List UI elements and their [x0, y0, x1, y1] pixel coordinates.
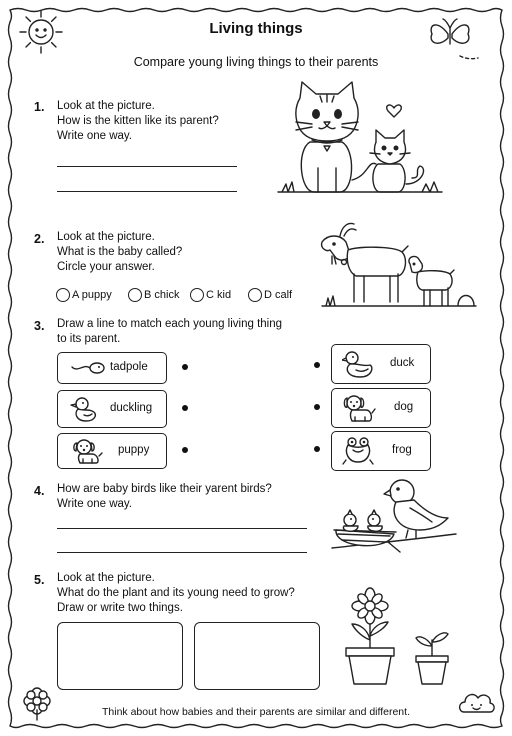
page-title: Living things — [209, 20, 303, 37]
dog-icon — [342, 393, 376, 423]
match-young-puppy[interactable] — [57, 433, 167, 469]
q4-number: 4. — [34, 484, 45, 498]
q4-answer-line-2[interactable] — [57, 552, 307, 553]
puppy-label: puppy — [118, 444, 150, 456]
q2-option-b[interactable]: B chick — [128, 288, 179, 302]
q2-text: Look at the picture. What is the baby called? Circle your answer. — [57, 231, 183, 273]
match-dot-young-3[interactable] — [182, 447, 188, 453]
q4-answer-line-1[interactable] — [57, 528, 307, 529]
match-dot-parent-1[interactable] — [314, 362, 320, 368]
match-dot-parent-3[interactable] — [314, 446, 320, 452]
q4-text: How are baby birds like their yarent birds? Write one way. — [57, 483, 272, 510]
goat-icon — [322, 224, 408, 303]
match-dot-young-1[interactable] — [182, 364, 188, 370]
q2-option-a[interactable]: A puppy — [56, 288, 112, 302]
page-subtitle: Compare young living things to their parents — [133, 55, 379, 69]
q5-answer-box-1[interactable] — [57, 622, 183, 690]
q5-answer-box-2[interactable] — [194, 622, 320, 690]
q1-answer-line-2[interactable] — [57, 191, 237, 192]
match-dot-parent-2[interactable] — [314, 404, 320, 410]
match-parent-dog[interactable] — [331, 388, 431, 428]
q2-option-c[interactable]: C kid — [190, 288, 231, 302]
bird-nest-icon — [328, 470, 460, 560]
duckling-label: duckling — [110, 402, 153, 414]
cat-icon — [296, 82, 376, 192]
match-young-duckling[interactable] — [57, 390, 167, 428]
q1-text: Look at the picture. How is the kitten like its parent? Write one way. — [57, 100, 219, 142]
q5-number: 5. — [34, 573, 45, 587]
match-parent-duck[interactable] — [331, 344, 431, 384]
q1-answer-line-1[interactable] — [57, 166, 237, 167]
match-dot-young-2[interactable] — [182, 405, 188, 411]
match-parent-frog[interactable] — [331, 431, 431, 471]
duckling-icon — [70, 395, 102, 423]
tadpole-icon — [70, 359, 106, 377]
match-young-tadpole[interactable] — [57, 352, 167, 384]
q1-number: 1. — [34, 100, 45, 114]
q5-text: Look at the picture. What do the plant and its young need to grow? Draw or write two things. — [57, 572, 295, 614]
heart-icon — [387, 105, 402, 117]
dog-label: dog — [394, 401, 414, 413]
goat-and-kid-picture — [318, 212, 480, 312]
puppy-icon — [70, 437, 104, 465]
flower-pot-icon — [346, 588, 394, 684]
q2-number: 2. — [34, 232, 45, 246]
plant-picture — [336, 584, 476, 688]
cat-and-kitten-picture — [272, 80, 448, 200]
q3-number: 3. — [34, 319, 45, 333]
footer-note: Think about how babies and their parents are similar and different. — [102, 706, 410, 718]
frog-icon — [342, 436, 376, 466]
duck-label: duck — [390, 357, 415, 369]
q2-option-d[interactable]: D calf — [248, 288, 292, 302]
duck-icon — [342, 349, 376, 379]
q3-text: Draw a line to match each young living thing to its parent. — [57, 318, 283, 345]
tadpole-label: tadpole — [110, 361, 148, 373]
kitten-icon — [370, 130, 424, 192]
seedling-pot-icon — [416, 633, 448, 684]
baby-goat-icon — [409, 256, 454, 306]
frog-label: frog — [392, 444, 412, 456]
